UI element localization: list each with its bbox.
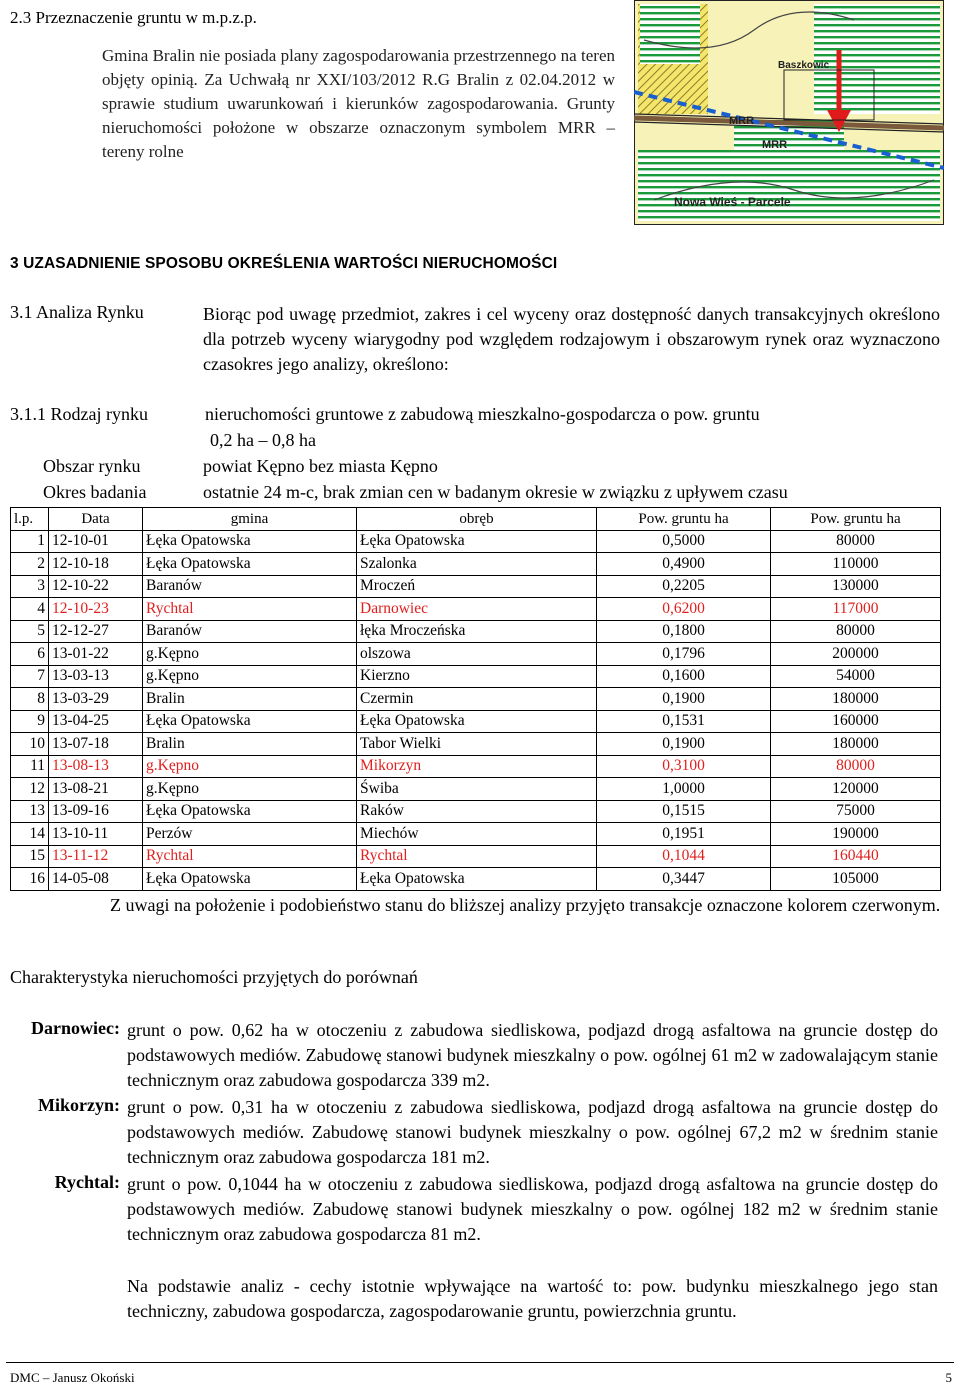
table-row: [11, 575, 941, 598]
cell-gmina: Łęka Opatowska: [143, 868, 357, 891]
table-row: [11, 778, 941, 801]
cell-pow: 0,1515: [597, 800, 771, 823]
table-row: [11, 665, 941, 688]
cell-pow: 1,0000: [597, 778, 771, 801]
cell-lp: 11: [11, 755, 49, 778]
header-lp: l.p.: [11, 508, 49, 531]
cell-data: 12-10-01: [49, 530, 143, 553]
analiza-rynku-label: 3.1 Analiza Rynku: [10, 302, 144, 322]
cell-cena: 180000: [771, 688, 941, 711]
zoning-map-image: [634, 0, 944, 225]
cell-gmina: g.Kępno: [143, 665, 357, 688]
cell-pow: 0,3447: [597, 868, 771, 891]
cell-data: 13-08-21: [49, 778, 143, 801]
cell-cena: 54000: [771, 665, 941, 688]
item-text-mikorzyn: grunt o pow. 0,31 ha w otoczeniu z zabudowa siedliskowa, podjazd drogą asfaltowa na gruncie dostęp do podstawowych mediów. Zabudowę stanowi budynek mieszkalny o pow. ogólnej 67,2 m2 w średnim stanie technicznym oraz zabudowa gospodarcza 181 m2.: [127, 1097, 938, 1167]
cell-gmina: Baranów: [143, 575, 357, 598]
zoning-text: Gmina Bralin nie posiada plany zagospodarowania przestrzennego na teren objęty opinią. Za Uchwałą nr XXI/103/2012 R.G Bralin z 02.04.2012 w sprawie studium uwarunkowań i kierunków zagospodarowania. Grunty nieruchomości położone w obszarze oznaczonym symbolem MRR – tereny rolne: [102, 46, 615, 161]
cell-cena: 160440: [771, 845, 941, 868]
okres-badania-label: Okres badania: [43, 482, 147, 502]
cell-gmina: Rychtal: [143, 598, 357, 621]
item-text-rychtal: grunt o pow. 0,1044 ha w otoczeniu z zabudowa siedliskowa, podjazd drogą asfaltowa na gruncie dostęp do podstawowych mediów. Zabudowę stanowi budynek mieszkalny o pow. ogólnej 182 m2 w średnim stanie technicznym oraz zabudowa gospodarcza 81 m2.: [127, 1174, 938, 1244]
selection-note: Z uwagi na położenie i podobieństwo stanu do bliższej analizy przyjęto transakcje oznaczone kolorem czerwonym.: [110, 895, 941, 915]
cell-data: 13-03-29: [49, 688, 143, 711]
cell-gmina: Bralin: [143, 733, 357, 756]
cell-obreb: Łęka Opatowska: [357, 530, 597, 553]
cell-data: 12-10-23: [49, 598, 143, 621]
cell-gmina: Łęka Opatowska: [143, 553, 357, 576]
cell-obreb: Kierzno: [357, 665, 597, 688]
table-row: [11, 620, 941, 643]
cell-gmina: Perzów: [143, 823, 357, 846]
cell-obreb: Raków: [357, 800, 597, 823]
cell-data: 13-08-13: [49, 755, 143, 778]
cell-gmina: g.Kępno: [143, 643, 357, 666]
cell-data: 13-01-22: [49, 643, 143, 666]
cell-cena: 200000: [771, 643, 941, 666]
footer-page-number: 5: [945, 1370, 952, 1385]
table-row: [11, 643, 941, 666]
rodzaj-rynku-range: 0,2 ha – 0,8 ha: [210, 430, 316, 450]
map-label-mrr-2: MRR: [762, 139, 788, 151]
cell-obreb: Tabor Wielki: [357, 733, 597, 756]
table-row: [11, 710, 941, 733]
cell-obreb: Łęka Opatowska: [357, 710, 597, 733]
cell-lp: 2: [11, 553, 49, 576]
cell-pow: 0,1900: [597, 688, 771, 711]
cell-pow: 0,1531: [597, 710, 771, 733]
header-pow: Pow. gruntu ha: [597, 508, 771, 531]
footer-divider: [6, 1362, 954, 1363]
cell-lp: 9: [11, 710, 49, 733]
item-label-mikorzyn: Mikorzyn:: [38, 1095, 120, 1115]
header-gmina: gmina: [143, 508, 357, 531]
table-row: [11, 530, 941, 553]
cell-cena: 160000: [771, 710, 941, 733]
cell-obreb: łęka Mroczeńska: [357, 620, 597, 643]
header-cena: Pow. gruntu ha: [771, 508, 941, 531]
section-heading-2-3: 2.3 Przeznaczenie gruntu w m.p.z.p.: [10, 8, 257, 27]
map-label-baszkowice: Baszkowic: [778, 60, 830, 71]
table-row: [11, 688, 941, 711]
cell-cena: 80000: [771, 530, 941, 553]
cell-obreb: Czermin: [357, 688, 597, 711]
cell-lp: 6: [11, 643, 49, 666]
cell-lp: 16: [11, 868, 49, 891]
summary-text: Na podstawie analiz - cechy istotnie wpływające na wartość to: pow. budynku mieszkalnego jego stan techniczny, zabudowa gospodarcza, zagospodarowanie gruntu, powierzchnia gruntu.: [127, 1276, 938, 1321]
cell-obreb: Rychtal: [357, 845, 597, 868]
cell-lp: 14: [11, 823, 49, 846]
cell-gmina: Rychtal: [143, 845, 357, 868]
cell-obreb: Darnowiec: [357, 598, 597, 621]
cell-cena: 117000: [771, 598, 941, 621]
header-obreb: obręb: [357, 508, 597, 531]
zoning-map-svg: [634, 0, 944, 225]
cell-lp: 7: [11, 665, 49, 688]
table-row: [11, 598, 941, 621]
rodzaj-rynku-text: nieruchomości gruntowe z zabudową mieszkalno-gospodarcza o pow. gruntu: [205, 404, 760, 424]
table-row: [11, 553, 941, 576]
cell-obreb: Mikorzyn: [357, 755, 597, 778]
item-label-darnowiec: Darnowiec:: [31, 1018, 120, 1038]
cell-obreb: Świba: [357, 778, 597, 801]
cell-obreb: olszowa: [357, 643, 597, 666]
cell-pow: 0,1800: [597, 620, 771, 643]
cell-lp: 12: [11, 778, 49, 801]
cell-gmina: Bralin: [143, 688, 357, 711]
map-label-nowa-wies: Nowa Wieś - Parcele: [674, 195, 791, 209]
cell-pow: 0,6200: [597, 598, 771, 621]
cell-data: 13-04-25: [49, 710, 143, 733]
cell-data: 13-07-18: [49, 733, 143, 756]
cell-pow: 0,3100: [597, 755, 771, 778]
header-data: Data: [49, 508, 143, 531]
table-row: [11, 845, 941, 868]
cell-data: 12-10-18: [49, 553, 143, 576]
table-row: [11, 800, 941, 823]
cell-gmina: g.Kępno: [143, 755, 357, 778]
table-row: [11, 868, 941, 891]
cell-pow: 0,4900: [597, 553, 771, 576]
footer-author: DMC – Janusz Okoński: [10, 1370, 135, 1385]
section-heading-3: 3 UZASADNIENIE SPOSOBU OKREŚLENIA WARTOŚCI NIERUCHOMOŚCI: [10, 255, 558, 272]
cell-gmina: Łęka Opatowska: [143, 710, 357, 733]
table-header-row: [11, 508, 941, 531]
cell-cena: 130000: [771, 575, 941, 598]
cell-lp: 8: [11, 688, 49, 711]
rodzaj-rynku-label: 3.1.1 Rodzaj rynku: [10, 404, 148, 424]
cell-cena: 180000: [771, 733, 941, 756]
cell-cena: 80000: [771, 755, 941, 778]
cell-gmina: Łęka Opatowska: [143, 800, 357, 823]
item-label-rychtal: Rychtal:: [54, 1172, 120, 1192]
table-body: [11, 530, 941, 890]
map-label-mrr-1: MRR: [729, 115, 755, 127]
cell-lp: 13: [11, 800, 49, 823]
obszar-rynku-label: Obszar rynku: [43, 456, 141, 476]
table-row: [11, 823, 941, 846]
cell-obreb: Szalonka: [357, 553, 597, 576]
item-text-darnowiec: grunt o pow. 0,62 ha w otoczeniu z zabudowa siedliskowa, podjazd drogą asfaltowa na gruncie dostęp do podstawowych mediów. Zabudowę stanowi budynek mieszkalny o pow. ogólnej 61 m2 w zadowalającym stanie technicznym oraz zabudowa gospodarcza 339 m2.: [127, 1020, 938, 1090]
cell-cena: 110000: [771, 553, 941, 576]
cell-data: 14-05-08: [49, 868, 143, 891]
cell-lp: 1: [11, 530, 49, 553]
cell-gmina: g.Kępno: [143, 778, 357, 801]
cell-pow: 0,1900: [597, 733, 771, 756]
cell-data: 12-10-22: [49, 575, 143, 598]
cell-cena: 80000: [771, 620, 941, 643]
transactions-table: [10, 507, 941, 891]
cell-cena: 75000: [771, 800, 941, 823]
cell-cena: 105000: [771, 868, 941, 891]
charakterystyka-heading: Charakterystyka nieruchomości przyjętych do porównań: [10, 967, 418, 987]
cell-data: 12-12-27: [49, 620, 143, 643]
cell-lp: 15: [11, 845, 49, 868]
cell-pow: 0,1951: [597, 823, 771, 846]
cell-cena: 190000: [771, 823, 941, 846]
cell-data: 13-10-11: [49, 823, 143, 846]
cell-data: 13-03-13: [49, 665, 143, 688]
cell-gmina: Baranów: [143, 620, 357, 643]
table-row: [11, 755, 941, 778]
cell-cena: 120000: [771, 778, 941, 801]
cell-gmina: Łęka Opatowska: [143, 530, 357, 553]
cell-pow: 0,5000: [597, 530, 771, 553]
cell-pow: 0,2205: [597, 575, 771, 598]
cell-pow: 0,1796: [597, 643, 771, 666]
obszar-rynku-text: powiat Kępno bez miasta Kępno: [203, 456, 438, 476]
cell-obreb: Łęka Opatowska: [357, 868, 597, 891]
cell-obreb: Mroczeń: [357, 575, 597, 598]
table-row: [11, 733, 941, 756]
analiza-rynku-text: Biorąc pod uwagę przedmiot, zakres i cel wyceny oraz dostępność danych transakcyjnych określono dla potrzeb wyceny wiarygodny pod względem rodzajowym i obszarowym rynek oraz wyznaczono czasokres jego analizy, określono:: [203, 304, 940, 374]
cell-pow: 0,1044: [597, 845, 771, 868]
cell-lp: 3: [11, 575, 49, 598]
cell-obreb: Miechów: [357, 823, 597, 846]
cell-lp: 5: [11, 620, 49, 643]
cell-data: 13-11-12: [49, 845, 143, 868]
cell-lp: 10: [11, 733, 49, 756]
cell-data: 13-09-16: [49, 800, 143, 823]
cell-lp: 4: [11, 598, 49, 621]
cell-pow: 0,1600: [597, 665, 771, 688]
okres-badania-text: ostatnie 24 m-c, brak zmian cen w badanym okresie w związku z upływem czasu: [203, 482, 788, 502]
